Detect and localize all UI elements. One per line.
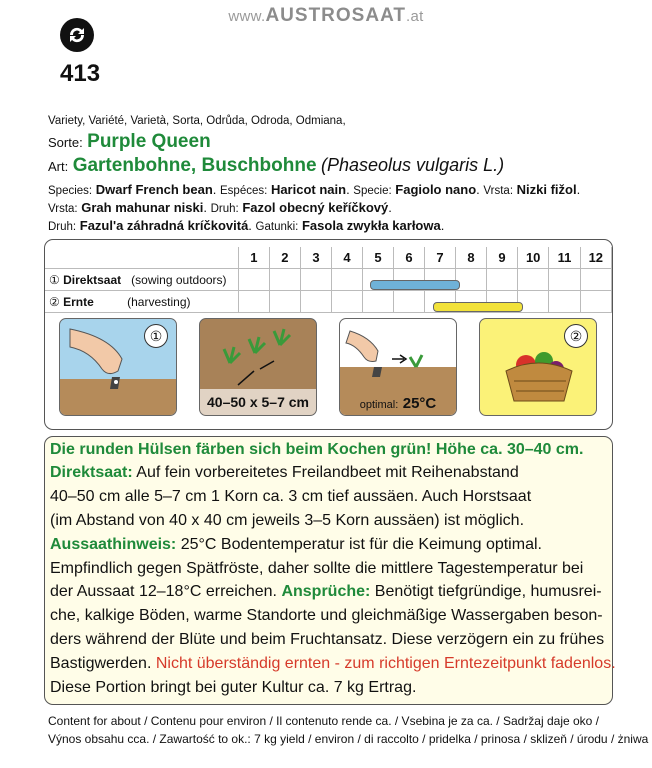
month-header: 12 (580, 247, 611, 269)
row-spacing-picture (199, 318, 317, 416)
schedule-row-harvest: ② Ernte (harvesting) (45, 291, 612, 313)
description-line: ders während der Blüte und beim Fruchtansatz. Diese verzögern ein zu frühes (50, 631, 605, 648)
description-line: Bastigwerden. Nicht überständig ernten - zum richtigen Erntezeitpunkt fadenlos. (50, 655, 616, 672)
recycle-logo-icon (60, 18, 94, 52)
description-line: Aussaathinweis: 25°C Bodentemperatur ist für die Keimung optimal. (50, 536, 542, 553)
species-name: Gartenbohne, Buschbohne (72, 155, 317, 176)
species-line: Art: Gartenbohne, Buschbohne (Phaseolus vulgaris L.) (48, 155, 505, 176)
harvest-basket-picture (479, 318, 597, 416)
month-header: 8 (456, 247, 487, 269)
headline: Die runden Hülsen färben sich beim Kochen grün! Höhe ca. 30–40 cm. (50, 441, 584, 458)
month-header: 4 (331, 247, 362, 269)
month-header: 2 (269, 247, 300, 269)
description-line: 40–50 cm alle 5–7 cm 1 Korn ca. 3 cm tief aussäen. Auch Horstsaat (50, 488, 532, 505)
description-line: Empfindlich gegen Spätfröste, daher sollte die mittlere Tagestemperatur bei (50, 560, 584, 577)
sowing-period-bar (370, 280, 460, 290)
step-two-badge: ② (564, 324, 588, 348)
step-one-badge: ① (144, 324, 168, 348)
harvest-warning: Nicht überständig ernten - zum richtigen Erntezeitpunkt fadenlos. (155, 655, 616, 672)
month-header: 7 (424, 247, 455, 269)
temperature-picture (339, 318, 457, 416)
content-yield-line-2: Výnos obsahu cca. / Zawartość to ok.: 7 kg yield / environ / di raccolto / pridelka / prinosa / sklizeň / úrodu / żniwa (48, 732, 649, 746)
description-line: Diese Portion bringt bei guter Kultur ca. 7 kg Ertrag. (50, 679, 417, 696)
website-url: www.AUSTROSAAT.at (228, 5, 424, 26)
sowing-hand-picture (59, 318, 177, 416)
description-line: der Aussaat 12–18°C erreichen. Ansprüche: Benötigt tiefgründige, humusrei- (50, 583, 602, 600)
month-header: 1 (238, 247, 269, 269)
species-translations-3: Druh: Fazul'a záhradná kríčkovitá. Gatunki: Fasola zwykła karłowa. (48, 218, 445, 233)
description-line: Direktsaat: Auf fein vorbereitetes Freilandbeet mit Reihenabstand (50, 464, 519, 481)
content-yield-line-1: Content for about / Contenu pour environ / Il contenuto rende ca. / Vsebina je za ca. / Sadržaj daje oko / (48, 714, 600, 728)
species-translations-1: Species: Dwarf French bean. Espéces: Haricot nain. Specie: Fagiolo nano. Vrsta: Nizki fižol. (48, 182, 581, 197)
species-translations-2: Vrsta: Grah mahunar niski. Druh: Fazol obecný keříčkový. (48, 200, 392, 215)
schedule-row-sowing: ① Direktsaat (sowing outdoors) (45, 269, 612, 291)
item-number: 413 (60, 60, 101, 87)
month-header: 11 (549, 247, 580, 269)
description-line: (im Abstand von 40 x 40 cm jeweils 3–5 Korn aussäen) ist möglich. (50, 512, 525, 529)
month-header: 5 (362, 247, 393, 269)
month-table (45, 247, 612, 313)
variety-line: Sorte: Purple Queen (48, 131, 211, 152)
variety-name: Purple Queen (87, 131, 211, 152)
temperature-caption: optimal: 25°C (359, 395, 437, 412)
description-line: che, kalkige Böden, warme Standorte und gleichmäßige Wassergaben beson- (50, 607, 603, 624)
month-header: 10 (518, 247, 549, 269)
harvest-period-bar (433, 302, 523, 312)
variety-languages: Variety, Variété, Varietà, Sorta, Odrůda, Odroda, Odmiana, (48, 115, 346, 127)
month-header: 3 (300, 247, 331, 269)
cultivation-description (44, 436, 616, 705)
month-header: 6 (393, 247, 424, 269)
month-header: 9 (487, 247, 518, 269)
row-spacing-caption: 40–50 x 5–7 cm (200, 389, 316, 415)
sowing-calendar (44, 239, 613, 430)
